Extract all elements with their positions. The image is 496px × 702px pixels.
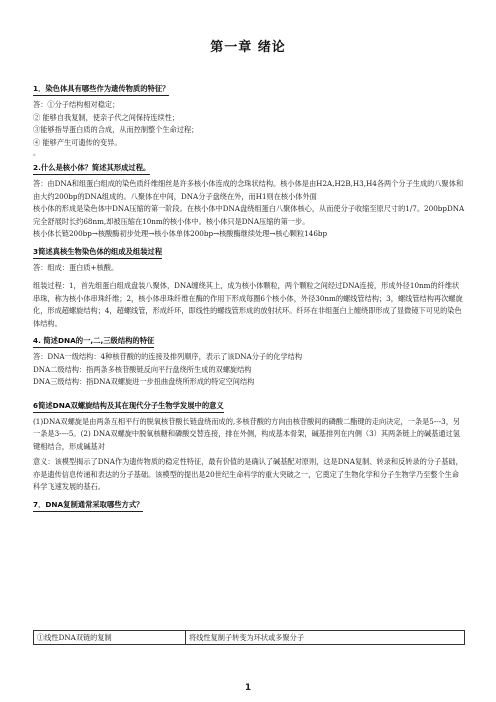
table-cell: 将线性复制子转变为环状或多聚分子 bbox=[186, 631, 465, 645]
question-4: 4. 简述DNA的一,二,三级结构的特征 bbox=[33, 336, 154, 348]
question-1-wrap bbox=[33, 83, 465, 96]
question-7: 7．DNA复制通常采取哪些方式？ bbox=[33, 500, 143, 512]
answer-3-para-1: 答：组成：蛋白质+核酸。 bbox=[33, 262, 119, 272]
answer-2-para-1: 答：由DNA和组蛋白组成的染色质纤维细丝是许多核小体连成的念珠状结构。核小体是由H2A,H2B,H3,H4各两个分子生成的八聚体和由大约200bp的DNA组成的。八聚体在中间，DNA分子盘绕在外，而H1则在核小体外面 bbox=[33, 179, 464, 201]
answer-2-para-3: 核小体长链200bp→核酸酶初步处理→核小体单体200bp→核酸酶继续处理→核心颗粒146bp bbox=[33, 229, 328, 238]
question-6: 6简述DNA双螺旋结构及其在现代分子生物学发展中的意义 bbox=[33, 401, 224, 413]
answer-4-line-1: 答：DNA一级结构：4种核苷酸的的连接及排列顺序，表示了该DNA分子的化学结构 bbox=[33, 352, 303, 361]
question-7-wrap bbox=[33, 499, 465, 512]
content-body bbox=[33, 78, 465, 515]
answer-2-para-2: 核小体的形成是染色体中DNA压缩的第一阶段。在核小体中DNA盘绕组蛋白八聚体核心，从而使分子收缩至原尺寸的1/7。200bpDNA完全舒展时长约68nm,却被压缩在10nm的核小体中。核小体只是DNA压缩的第一步。 bbox=[33, 204, 465, 226]
answer-6-para-1: (1)DNA双螺旋是由两条互相平行的脱氧核苷酸长链盘绕而成的,多核苷酸的方向由核苷酸间的磷酸二酯键的走向决定，一条是5---3，另一条是3----5。(2) DNA双螺旋中脱氧核糖和磷酸交替连接，排在外侧，构成基本骨架，碱基排列在内侧（3）其两条链上的碱基通过氢键相结合，形成碱基对 bbox=[33, 416, 461, 451]
spacer bbox=[33, 389, 465, 395]
answer-1-line-4: ④ 能够产生可遗传的变异。 bbox=[33, 137, 122, 147]
answer-1-line-1: 答：①分子结构相对稳定； bbox=[33, 100, 120, 109]
question-1: 1．染色体具有哪些作为遗传物质的特征？ bbox=[33, 84, 169, 96]
stray-dot: 。 bbox=[33, 149, 40, 157]
question-6-wrap bbox=[33, 400, 465, 413]
table-cell: ①线性DNA双链的复制 bbox=[34, 631, 186, 645]
answer-4-line-3: DNA三级结构：指DNA双螺旋进一步扭曲盘绕所形成的特定空间结构 bbox=[33, 377, 255, 386]
chapter-title: 第一章 绪论 bbox=[210, 40, 286, 55]
replication-table bbox=[33, 630, 465, 645]
answer-4-line-2: DNA二级结构：指两条多核苷酸链反向平行盘绕所生成的双螺旋结构 bbox=[33, 364, 252, 374]
page-number: 1 bbox=[244, 683, 252, 693]
answer-6-para-2: 意义：该模型揭示了DNA作为遗传物质的稳定性特征，最有价值的是确认了碱基配对原则，这是DNA复制、转录和反转录的分子基础，亦是遗传信息传递和表达的分子基础。该模型的提出是20世纪生命科学的重大突破之一，它奠定了生物化学和分子生物学乃至整个生命科学飞速发展的基石。 bbox=[33, 457, 463, 491]
question-3-wrap bbox=[33, 246, 465, 259]
answer-1-line-2: ② 能够自我复制，使亲子代之间保持连续性； bbox=[33, 112, 180, 122]
answer-3-para-2: 组装过程：1，首先组蛋白组成盘装八聚体，DNA缠绕其上，成为核小体颗粒，两个颗粒之间经过DNA连接，形成外径10nm的纤维状串珠，称为核小体串珠纤维；2，核小体串珠纤维在酶的作用下形成每圈6个核小体，外径30nm的螺线管结构；3，螺线管结构再次螺旋化，形成超螺旋结构；4，超螺线管，形成纤环，即线性的螺线管形成的放射状环。纤环在非组蛋白上缠绕即形成了显微镜下可见的染色体结构。 bbox=[33, 281, 463, 328]
question-3: 3简述真核生物染色体的组成及组装过程 bbox=[33, 247, 162, 259]
answer-1-line-3: ③能够指导蛋白质的合成，从而控制整个生命过程； bbox=[33, 125, 199, 134]
question-4-wrap bbox=[33, 335, 465, 348]
question-2-wrap bbox=[33, 162, 465, 175]
question-2: 2.什么是核小体？简述其形成过程。 bbox=[33, 163, 150, 175]
table-row bbox=[34, 631, 465, 645]
